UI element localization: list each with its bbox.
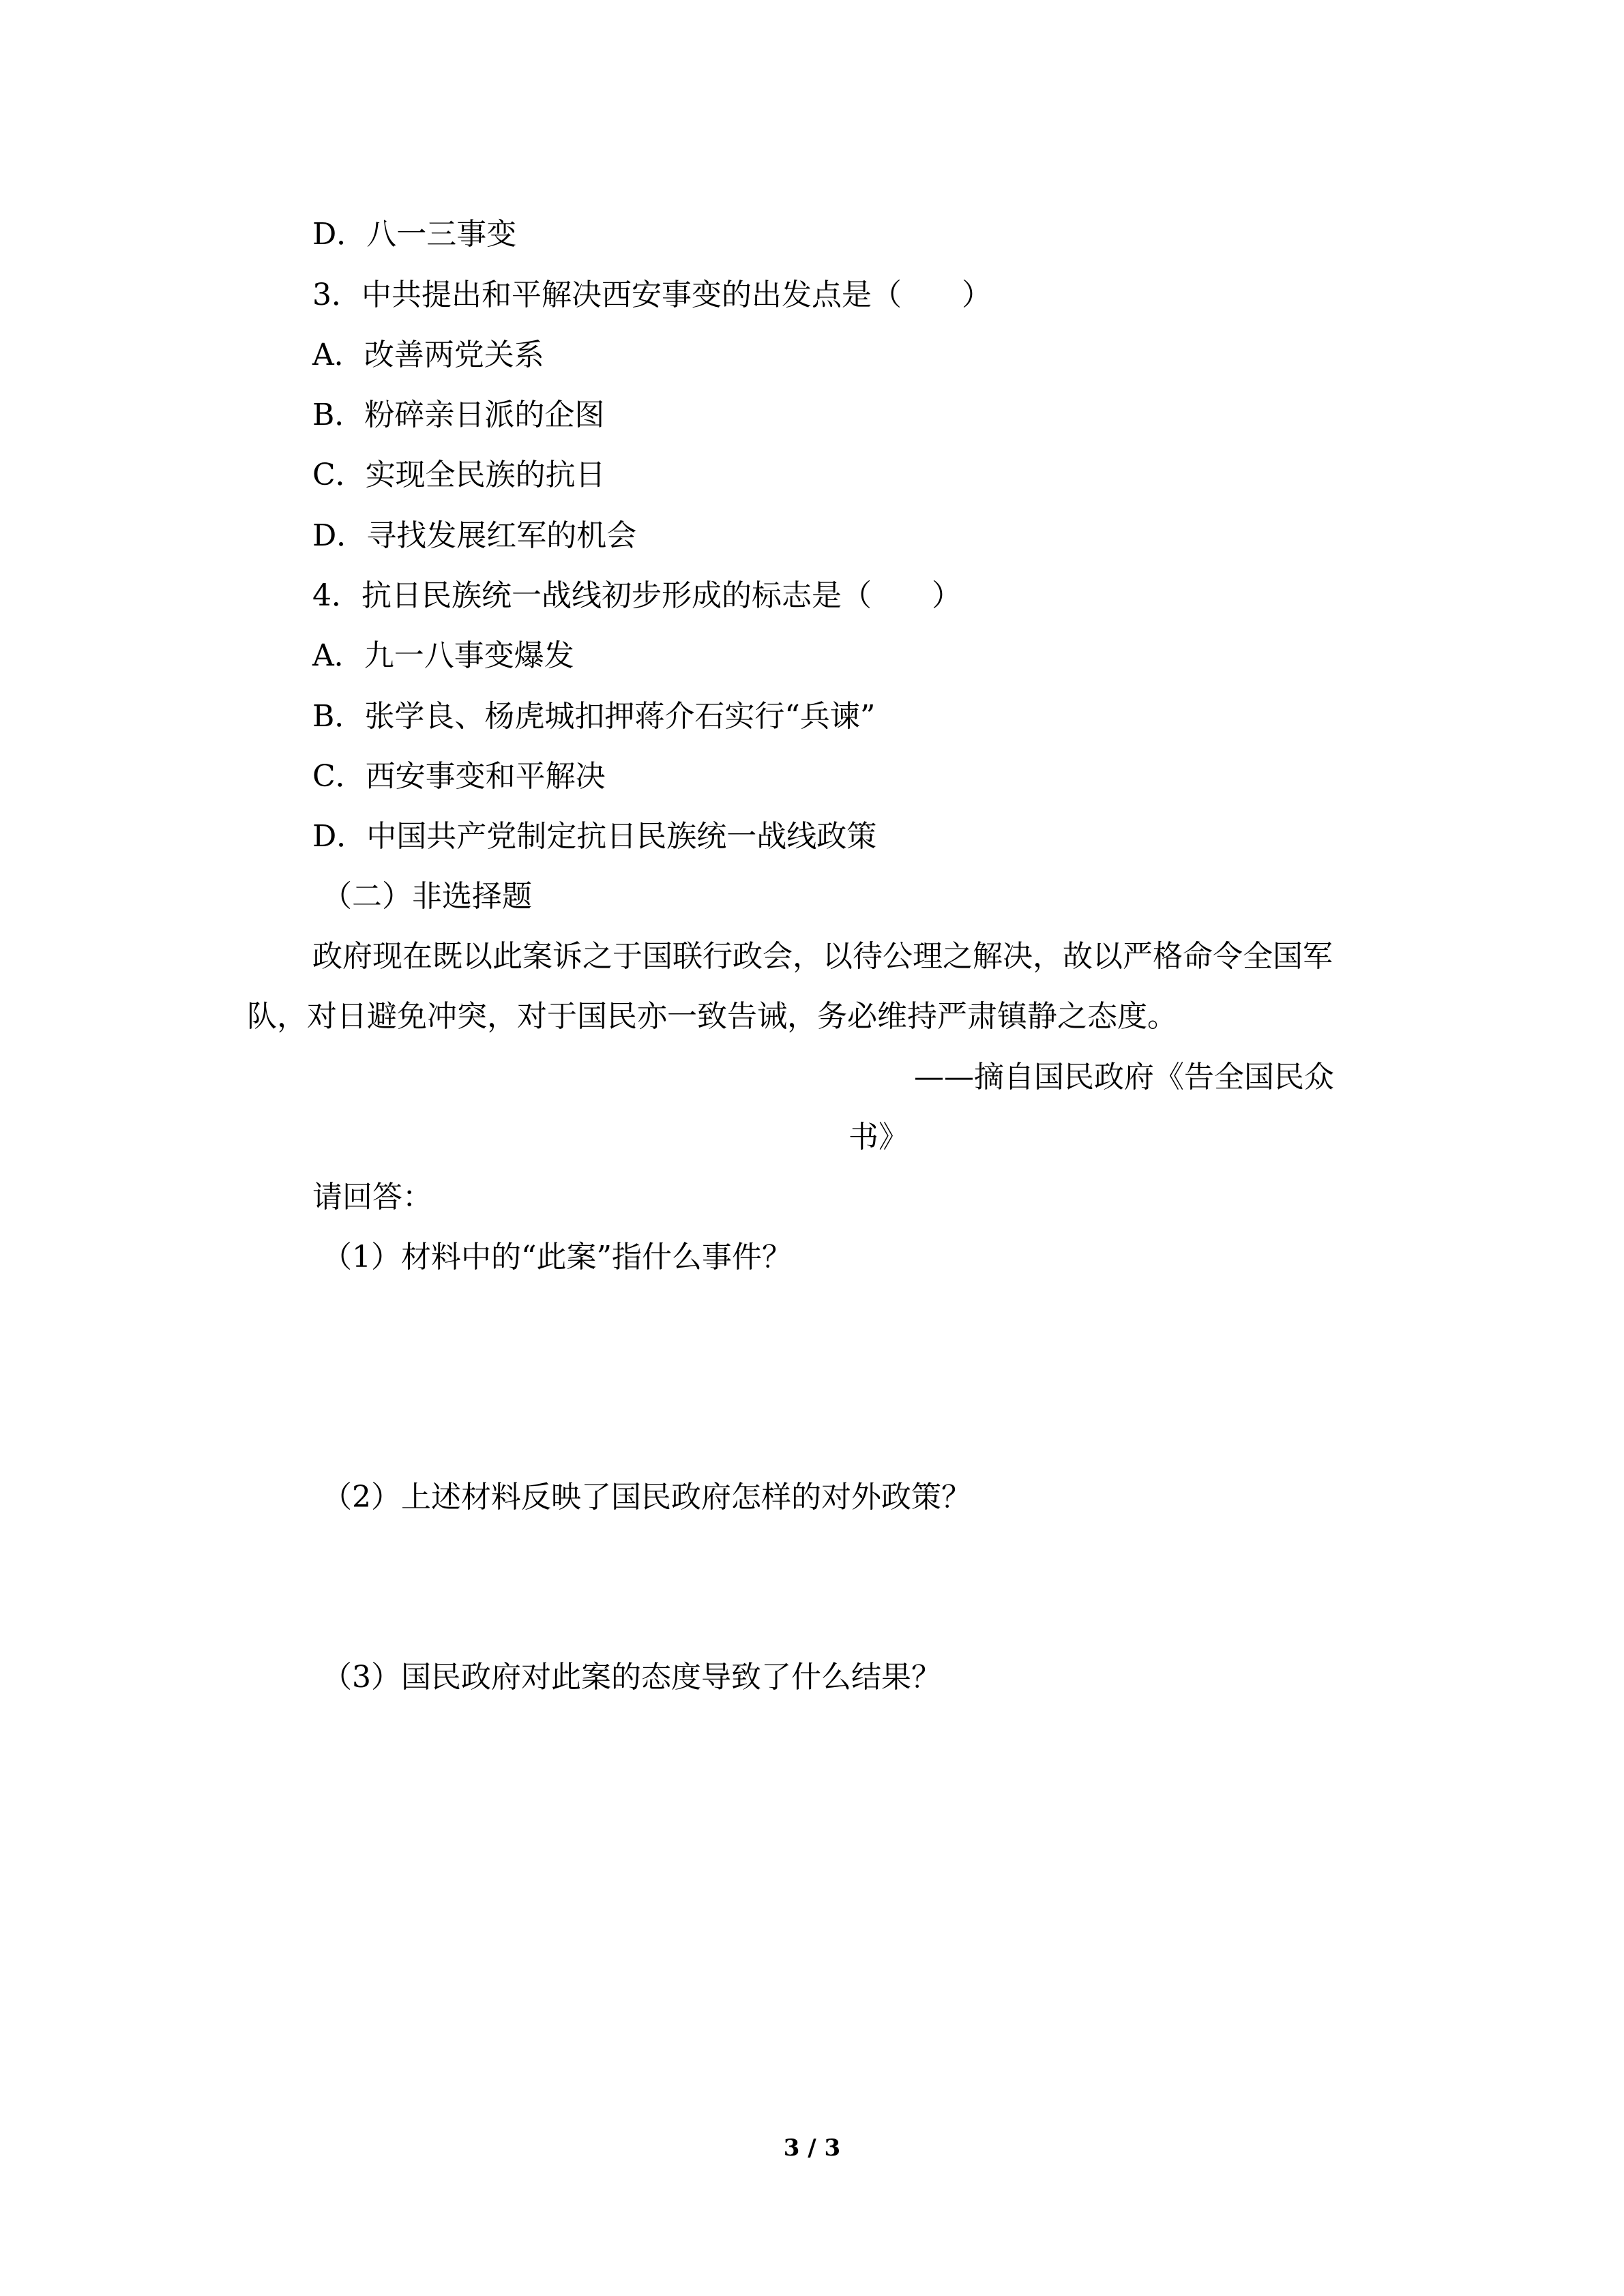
question-3: （3）国民政府对此案的态度导致了什么结果？ (322, 1660, 941, 1695)
q4-stem: 4．抗日民族统一战线初步形成的标志是（ ） (312, 578, 962, 613)
section-heading: （二）非选择题 (322, 879, 532, 914)
page-number: 3 / 3 (783, 2134, 841, 2162)
source-line-2: 书》 (848, 1120, 909, 1154)
q4-option-b: B．张学良、杨虎城扣押蒋介石实行“兵谏” (312, 699, 876, 734)
q3-stem: 3．中共提出和平解决西安事变的出发点是（ ） (312, 278, 992, 312)
q4-option-a: A．九一八事变爆发 (312, 638, 574, 673)
answer-prompt: 请回答： (312, 1180, 432, 1214)
source-line-1: ——摘自国民政府《告全国民众 (914, 1060, 1334, 1094)
material-line-2: 队，对日避免冲突，对于国民亦一致告诫，务必维持严肃镇静之态度。 (247, 999, 1177, 1034)
q3-option-c: C．实现全民族的抗日 (312, 458, 606, 492)
q4-option-c: C．西安事变和平解决 (312, 759, 606, 794)
question-2: （2）上述材料反映了国民政府怎样的对外政策？ (322, 1480, 971, 1515)
q4-option-d: D．中国共产党制定抗日民族统一战线政策 (312, 819, 877, 854)
q3-option-b: B．粉碎亲日派的企图 (312, 398, 605, 432)
q3-option-a: A．改善两党关系 (312, 338, 544, 372)
q2-option-d: D．八一三事变 (312, 217, 517, 252)
material-line-1: 政府现在既以此案诉之于国联行政会，以待公理之解决，故以严格命令全国军 (312, 939, 1333, 974)
question-1: （1）材料中的“此案”指什么事件？ (322, 1240, 792, 1274)
q3-option-d: D．寻找发展红军的机会 (312, 518, 637, 553)
